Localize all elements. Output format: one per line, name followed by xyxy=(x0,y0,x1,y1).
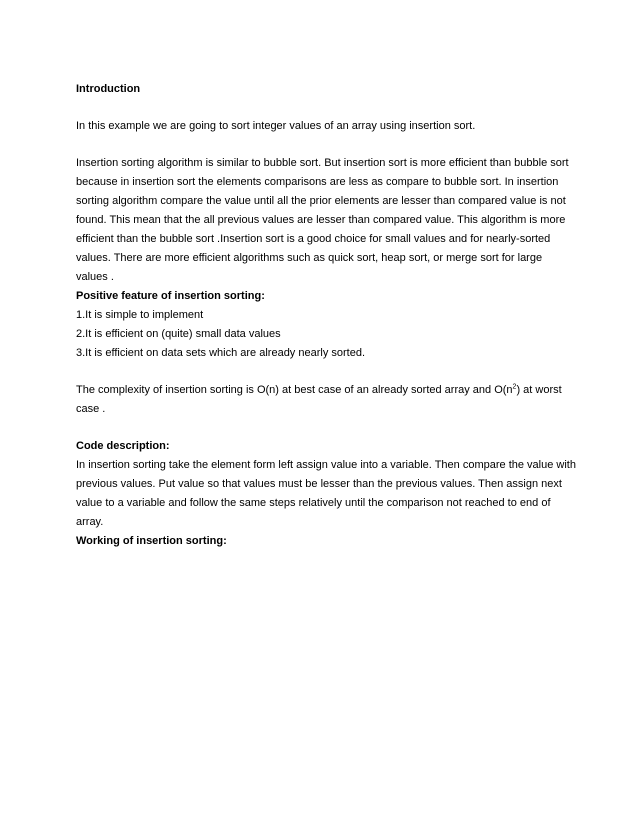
complexity-text-end: ) at worst case . xyxy=(76,384,562,415)
document-page xyxy=(76,80,576,551)
description-paragraph: Insertion sorting algorithm is similar to bubble sort. But insertion sort is more efficient than bubble sort because in insertion sort the elements comparisons are less as compare to bubble sort. In insertion sorting algorithm compare the value until all the prior elements are lesser than compared value is not found. This mean that the all previous values are lesser than compared value. This algorithm is more efficient than the bubble sort .Insertion sort is a good choice for small values and for nearly-sorted values. There are more efficient algorithms such as quick sort, heap sort, or merge sort for large values . xyxy=(76,157,569,283)
spacer xyxy=(76,419,576,437)
complexity-text-start: The complexity of insertion sorting is O(n) at best case of an already sorted array and O(n xyxy=(76,384,513,396)
spacer xyxy=(76,136,576,154)
complexity-paragraph xyxy=(76,381,576,419)
code-description-paragraph: In insertion sorting take the element form left assign value into a variable. Then compare the value with previous values. Put value so that values must be lesser than the previous values. Then assign next value to a variable and follow the same steps relatively until the comparison not reached to end of array. xyxy=(76,459,576,528)
spacer xyxy=(76,99,576,117)
code-description-heading: Code description: xyxy=(76,440,170,452)
spacer xyxy=(76,363,576,381)
intro-paragraph: In this example we are going to sort integer values of an array using insertion sort. xyxy=(76,120,476,132)
feature-item-2: 2.It is efficient on (quite) small data values xyxy=(76,328,281,340)
feature-item-3: 3.It is efficient on data sets which are already nearly sorted. xyxy=(76,347,366,359)
working-heading: Working of insertion sorting: xyxy=(76,535,227,547)
positive-features-heading: Positive feature of insertion sorting: xyxy=(76,290,265,302)
intro-heading: Introduction xyxy=(76,83,141,95)
complexity-superscript: 2 xyxy=(512,383,517,391)
feature-item-1: 1.It is simple to implement xyxy=(76,309,204,321)
